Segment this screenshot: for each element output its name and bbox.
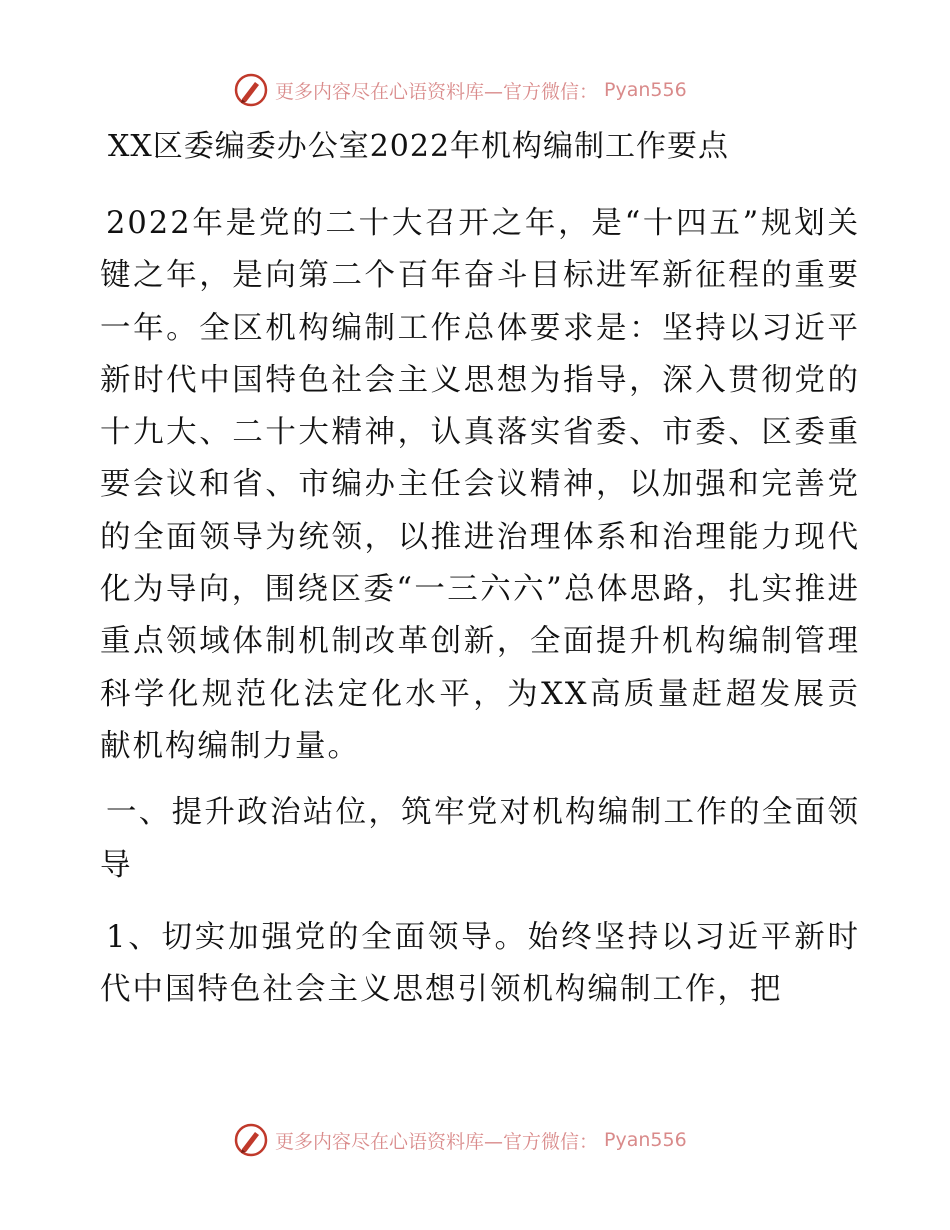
watermark-header — [233, 72, 687, 108]
document-body — [100, 124, 860, 1016]
watermark-wechat-id: Pyan556 — [604, 1129, 687, 1151]
watermark-wechat-id: Pyan556 — [604, 79, 687, 101]
watermark-text: 更多内容尽在心语资料库—官方微信： — [275, 1130, 599, 1153]
intro-paragraph: 2022年是党的二十大召开之年，是“十四五”规划关键之年，是向第二个百年奋斗目标进军新征程的重要一年。全区机构编制工作总体要求是：坚持以习近平新时代中国特色社会主义思想为指导，深入贯彻党的十九大、二十大精神，认真落实省委、市委、区委重要会议和省、市编办主任会议精神，以加强和完善党的全面领导为统领，以推进治理体系和治理能力现代化为导向，围绕区委“一三六六”总体思路，扎实推进重点领域体制机制改革创新，全面提升机构编制管理科学化规范化法定化水平，为XX高质量赶超发展贡献机构编制力量。 — [100, 206, 860, 764]
document-title: XX区委编委办公室2022年机构编制工作要点 — [108, 129, 730, 164]
item-paragraph-1: 1、切实加强党的全面领导。始终坚持以习近平新时代中国特色社会主义思想引领机构编制工作，把 — [100, 919, 860, 1008]
pen-logo-icon — [233, 1122, 269, 1158]
watermark-text: 更多内容尽在心语资料库—官方微信： — [275, 80, 599, 103]
section-heading-1: 一、提升政治站位，筑牢党对机构编制工作的全面领导 — [100, 795, 860, 883]
watermark-footer — [233, 1122, 687, 1158]
pen-logo-icon — [233, 72, 269, 108]
